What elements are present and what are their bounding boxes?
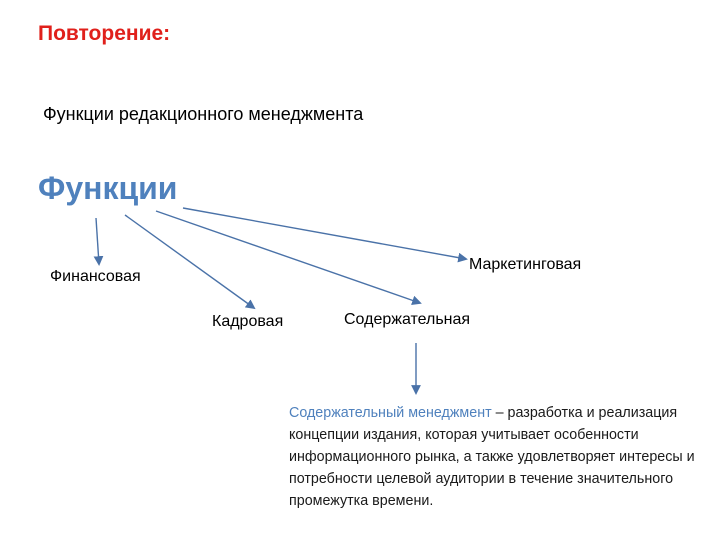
arrow-to-content: [156, 211, 420, 303]
definition-term: Содержательный менеджмент: [289, 405, 492, 421]
node-content: Содержательная: [344, 311, 471, 328]
definition-body: – разработка и реализация концепции издания, которая учитывает особенности информационного рынка, а также удовлетворяет интересы и потребности целевой аудитории в течение значительного промежутка времени.: [289, 405, 695, 509]
node-staff: Кадровая: [212, 313, 284, 330]
arrow-to-staff: [125, 215, 254, 308]
node-marketing: Маркетинговая: [469, 256, 582, 273]
topic-title: Функции редакционного менеджмента: [43, 104, 364, 124]
definition-text: [289, 402, 699, 512]
arrow-to-marketing: [183, 208, 466, 259]
root-node-functions: Функции: [38, 170, 178, 206]
repeat-title: Повторение:: [38, 22, 171, 45]
arrow-to-financial: [96, 218, 99, 264]
node-financial: Финансовая: [50, 268, 141, 285]
